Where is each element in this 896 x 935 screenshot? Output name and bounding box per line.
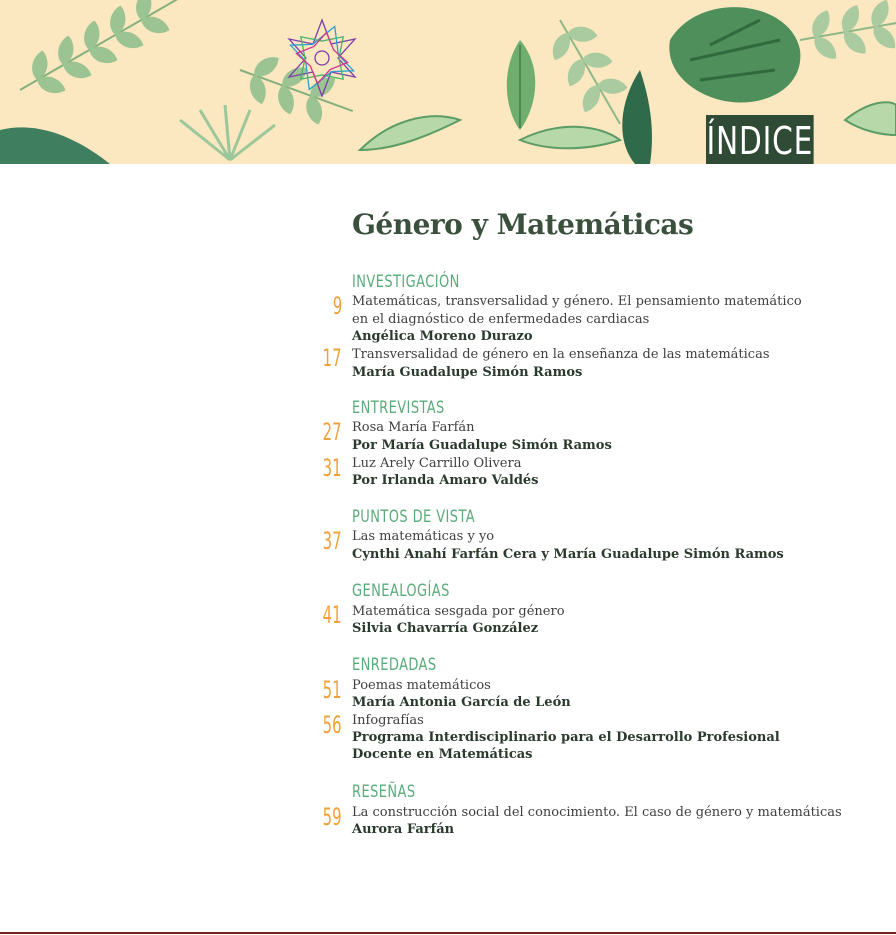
entry-title[interactable]: Matemática sesgada por género (352, 604, 565, 619)
entry-title[interactable]: Infografías (352, 713, 424, 728)
page-number[interactable]: 56 (323, 711, 342, 739)
page-number[interactable]: 27 (323, 418, 342, 446)
entry-title[interactable]: Poemas matemáticos (352, 678, 491, 693)
entry-title[interactable]: Rosa María Farfán (352, 420, 475, 435)
entry-title-cont[interactable]: en el diagnóstico de enfermedades cardiacas (352, 312, 650, 327)
entry-title[interactable]: Luz Arely Carrillo Olivera (352, 456, 522, 471)
page-number[interactable]: 59 (323, 803, 342, 831)
entry-author: Por Irlanda Amaro Valdés (352, 473, 539, 488)
page-number[interactable]: 37 (323, 527, 342, 555)
footer-rule (0, 932, 896, 934)
page-number[interactable]: 31 (323, 454, 342, 482)
section-heading-entrevistas: ENTREVISTAS (352, 398, 445, 418)
entry-title[interactable]: Transversalidad de género en la enseñanza de las matemáticas (352, 347, 770, 362)
entry-author: Aurora Farfán (352, 822, 455, 837)
leaf-banner (0, 0, 896, 164)
page-title: Género y Matemáticas (352, 208, 694, 241)
entry-author: María Antonia García de León (352, 695, 571, 710)
entry-author: Programa Interdisciplinario para el Desarrollo Profesional (352, 730, 780, 745)
page-number[interactable]: 41 (323, 601, 342, 629)
entry-title[interactable]: Las matemáticas y yo (352, 529, 495, 544)
section-heading-genealogias: GENEALOGÍAS (352, 581, 450, 601)
page-number[interactable]: 51 (323, 676, 342, 704)
entry-author: Silvia Chavarría González (352, 621, 539, 636)
entry-author-cont: Docente en Matemáticas (352, 747, 533, 762)
section-heading-resenas: RESEÑAS (352, 782, 416, 802)
section-heading-enredadas: ENREDADAS (352, 655, 437, 675)
page-number[interactable]: 9 (332, 292, 342, 320)
section-heading-puntos-de-vista: PUNTOS DE VISTA (352, 507, 476, 527)
entry-author: Cynthi Anahí Farfán Cera y María Guadalupe Simón Ramos (352, 547, 784, 562)
entry-title[interactable]: La construcción social del conocimiento. El caso de género y matemáticas (352, 805, 842, 820)
index-badge: ÍNDICE (706, 115, 814, 164)
entry-author: Angélica Moreno Durazo (352, 329, 533, 344)
page-number[interactable]: 17 (323, 344, 342, 372)
entry-author: Por María Guadalupe Simón Ramos (352, 438, 612, 453)
section-heading-investigacion: INVESTIGACIÓN (352, 272, 460, 292)
entry-author: María Guadalupe Simón Ramos (352, 365, 583, 380)
entry-title[interactable]: Matemáticas, transversalidad y género. El pensamiento matemático (352, 294, 802, 309)
